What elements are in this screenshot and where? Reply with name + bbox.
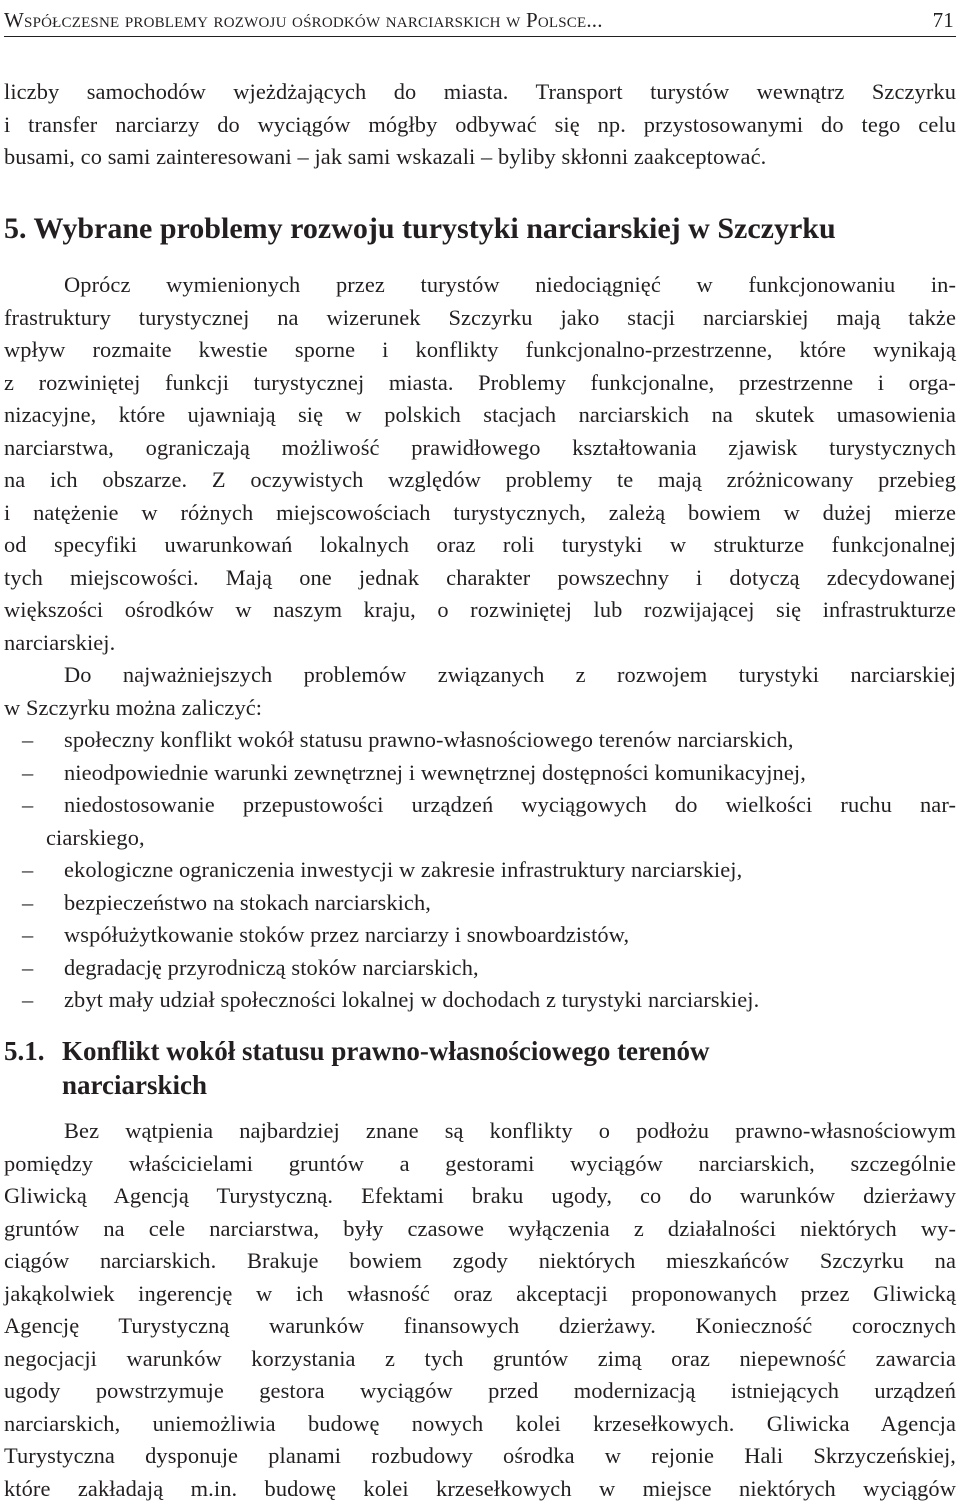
- list-item-text: nieodpowiednie warunki zewnętrznej i wewnętrznej dostępności komunikacyjnej,: [64, 760, 806, 785]
- text-line: Bez wątpienia najbardziej znane są konflikty o podłożu prawno-własnościowym: [4, 1115, 956, 1148]
- text-line: ugody powstrzymuje gestora wyciągów przed modernizacją istniejących urządzeń: [4, 1375, 956, 1408]
- section-title-line: narciarskich: [4, 1068, 710, 1102]
- text-line: narciarskiej.: [4, 627, 956, 660]
- list-item-text: niedostosowanie przepustowości urządzeń wyciągowych do wielkości ruchu nar-: [64, 792, 956, 817]
- text-line: Gliwicką Agencją Turystyczną. Efektami braku ugody, co do warunków dzierżawy: [4, 1180, 956, 1213]
- list-item: [4, 789, 956, 822]
- list-item-text: ekologiczne ograniczenia inwestycji w zakresie infrastruktury narciarskiej,: [64, 857, 742, 882]
- section-5-heading: 5. Wybrane problemy rozwoju turystyki narciarskiej w Szczyrku: [4, 212, 836, 246]
- section-5-1-heading: [4, 1034, 710, 1102]
- list-dash: –: [4, 757, 64, 790]
- list-item: [4, 952, 956, 985]
- text-line: nizacyjne, które ujawniają się w polskich stacjach narciarskich na skutek umasowienia: [4, 399, 956, 432]
- list-dash: –: [4, 854, 64, 887]
- text-line: na ich obszarze. Z oczywistych względów problemy te mają zróżnicowany przebieg: [4, 464, 956, 497]
- running-head: [4, 8, 956, 37]
- list-item: [4, 724, 956, 757]
- list-item: [4, 984, 956, 1017]
- list-item-text: zbyt mały udział społeczności lokalnej w dochodach z turystyki narciarskiej.: [64, 987, 759, 1012]
- list-item-continuation: ciarskiego,: [4, 822, 956, 855]
- text-line: ciągów narciarskich. Brakuje bowiem zgody niektórych mieszkańców Szczyrku na: [4, 1245, 956, 1278]
- text-line: Turystyczna dysponuje planami rozbudowy ośrodka w rejonie Hali Skrzyczeńskiej,: [4, 1440, 956, 1473]
- section-number: 5.1.: [4, 1034, 62, 1068]
- text-line: tych miejscowości. Mają one jednak charakter powszechny i dotyczą zdecydowanej: [4, 562, 956, 595]
- section-5-paragraph-2: [4, 659, 956, 724]
- problem-list: [4, 724, 956, 1017]
- list-item-text: bezpieczeństwo na stokach narciarskich,: [64, 890, 431, 915]
- list-dash: –: [4, 919, 64, 952]
- text-line: Do najważniejszych problemów związanych z rozwojem turystyki narciarskiej: [4, 659, 956, 692]
- text-line: z rozwiniętej funkcji turystycznej miasta. Problemy funkcjonalne, przestrzenne i orga-: [4, 367, 956, 400]
- list-item: [4, 919, 956, 952]
- section-5-1-heading-line: [4, 1034, 710, 1068]
- text-line: narciarskich, uniemożliwia budowę nowych kolei krzesełkowych. Gliwicka Agencja: [4, 1408, 956, 1441]
- text-line: od specyfiki uwarunkowań lokalnych oraz roli turystyki w strukturze funkcjonalnej: [4, 529, 956, 562]
- text-line: i natężenie w różnych miejscowościach turystycznych, zależą bowiem w dużej mierze: [4, 497, 956, 530]
- list-item-text: społeczny konflikt wokół statusu prawno-własnościowego terenów narciarskich,: [64, 727, 794, 752]
- list-item: [4, 757, 956, 790]
- text-line: busami, co sami zainteresowani – jak sami wskazali – byliby skłonni zaakceptować.: [4, 141, 956, 174]
- section-title-line: Konflikt wokół statusu prawno-własnościowego terenów: [62, 1036, 710, 1066]
- list-item-text: degradację przyrodniczą stoków narciarskich,: [64, 955, 479, 980]
- text-line: wpływ rozmaite kwestie sporne i konflikty funkcjonalno-przestrzenne, które wynikają: [4, 334, 956, 367]
- text-line: liczby samochodów wjeżdżających do miasta. Transport turystów wewnątrz Szczyrku: [4, 76, 956, 109]
- page-number: 71: [933, 8, 954, 33]
- running-title: Współczesne problemy rozwoju ośrodków narciarskich w Polsce...: [4, 8, 603, 33]
- list-item: [4, 887, 956, 920]
- text-line: i transfer narciarzy do wyciągów mógłby odbywać się np. przystosowanymi do tego celu: [4, 109, 956, 142]
- list-dash: –: [4, 789, 64, 822]
- list-dash: –: [4, 952, 64, 985]
- text-line: w Szczyrku można zaliczyć:: [4, 692, 956, 725]
- text-line: pomiędzy właścicielami gruntów a gestorami wyciągów narciarskich, szczególnie: [4, 1148, 956, 1181]
- text-line: jakąkolwiek ingerencję w ich własność oraz akceptacji proponowanych przez Gliwicką: [4, 1278, 956, 1311]
- text-line: negocjacji warunków korzystania z tych gruntów zimą oraz niepewność zawarcia: [4, 1343, 956, 1376]
- text-line: które zakładają m.in. budowę kolei krzesełkowych w miejsce niektórych wyciągów: [4, 1473, 956, 1505]
- list-dash: –: [4, 724, 64, 757]
- text-line: frastruktury turystycznej na wizerunek Szczyrku jako stacji narciarskiej mają także: [4, 302, 956, 335]
- list-dash: –: [4, 984, 64, 1017]
- text-line: narciarstwa, ograniczają możliwość prawidłowego kształtowania zjawisk turystycznych: [4, 432, 956, 465]
- list-item: [4, 854, 956, 887]
- list-item-text: współużytkowanie stoków przez narciarzy i snowboardzistów,: [64, 922, 629, 947]
- section-5-1-paragraph: [4, 1115, 956, 1505]
- text-line: gruntów na cele narciarstwa, były czasowe wyłączenia z działalności niektórych wy-: [4, 1213, 956, 1246]
- text-line: Oprócz wymienionych przez turystów niedociągnięć w funkcjonowaniu in-: [4, 269, 956, 302]
- list-dash: –: [4, 887, 64, 920]
- text-line: Agencję Turystyczną warunków finansowych dzierżawy. Konieczność corocznych: [4, 1310, 956, 1343]
- text-line: większości ośrodków w naszym kraju, o rozwiniętej lub rozwijającej się infrastrukturze: [4, 594, 956, 627]
- section-5-paragraph-1: [4, 269, 956, 659]
- intro-paragraph: [4, 76, 956, 174]
